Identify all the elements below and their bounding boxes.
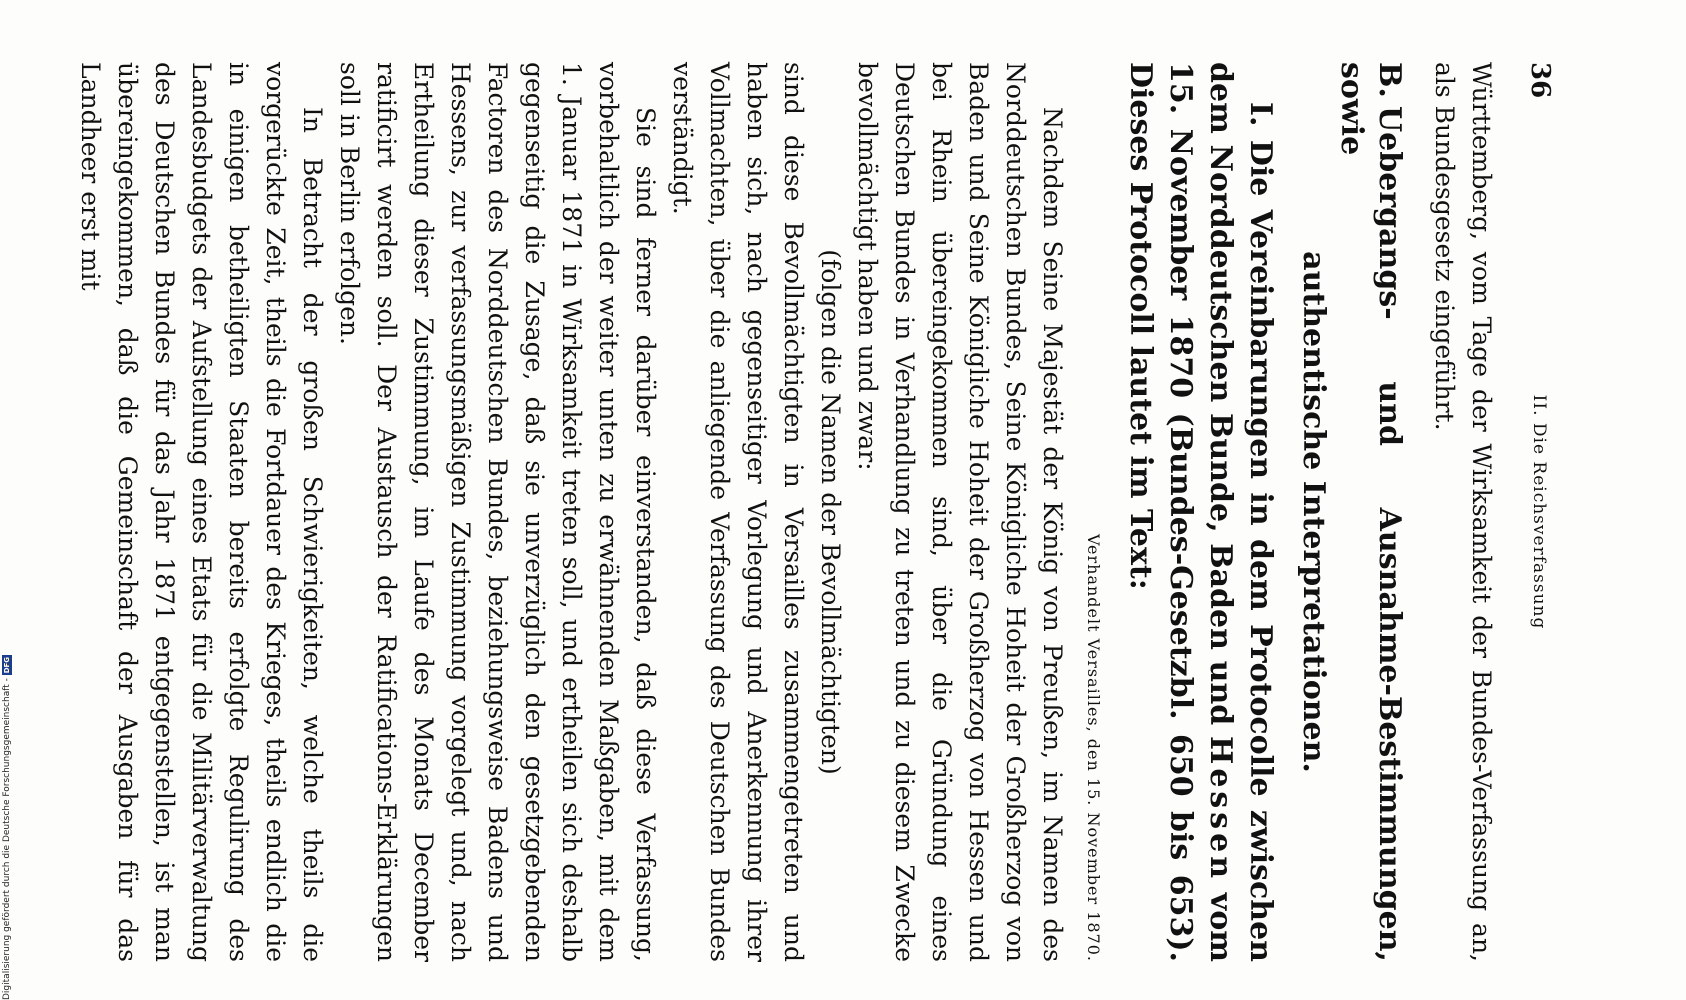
dfg-logo-icon: DFG — [3, 656, 11, 674]
paragraph-2: sind diese Bevollmächtigten in Versailles zusammengetreten und haben sich, nach gegenseitiger Vorlegung und Anerkennung ihrer Vollmachten, über die anliegende Verfassung des Deutschen Bundes verständigt. — [668, 62, 808, 962]
paragraph-3: Sie sind ferner darüber einverstanden, daß diese Verfassung, vorbehaltlich der weiter unten zu erwähnenden Maßgaben, mit dem 1. Januar 1871 in Wirksamkeit treten soll, und ertheilen sich deshalb gegenseitig die Zusage, daß sie unverzüglich den gesetzgebenden Factoren des Norddeutschen Bundes, beziehungsweise Badens und Hessens, zur verfassungsmäßigen Zustimmung vorgelegt und, nach Ertheilung dieser Zustimmung, im Laufe des Monats December ratificirt werden soll. Der Austausch der Ratifications-Erklärungen soll in Berlin erfolgen. — [335, 62, 660, 962]
rotated-page-content — [76, 62, 1555, 962]
digitization-credit — [2, 655, 12, 1000]
subsection-text-b: vom 15. November 1870 (Bundes-Gesetzbl. 650 bis 653). Dieses Protocoll lautet im Text: — [1123, 62, 1238, 962]
section-letter: B. — [1372, 62, 1407, 98]
subsection-text-spaced: Hessen — [1203, 735, 1238, 883]
section-heading-line1: Uebergangs- und Ausnahme-Bestimmungen, sowie — [1334, 62, 1407, 962]
section-heading-b — [1294, 62, 1408, 962]
paragraph-1: Nachdem Seine Majestät der König von Preußen, im Namen des Norddeutschen Bundes, Seine Königliche Hoheit der Großherzog von Baden und Seine Königliche Hoheit der Großherzog von Hessen und bei Rhein übereingekommen sind, über die Gründung eines Deutschen Bundes in Verhandlung zu treten und zu diesem Zwecke bevollmächtigt haben und zwar: — [853, 62, 1067, 962]
date-line: Verhandelt Versailles, den 15. November 1870. — [1084, 533, 1103, 962]
subsection-text-a: I. Die Vereinbarungen in dem Protocolle zwischen dem Norddeutschen Bunde, Baden und — [1203, 62, 1278, 962]
credit-text: Digitalisierung gefördert durch die Deutsche Forschungsgemeinschaft - — [2, 678, 12, 1000]
opening-paragraph: Württemberg, vom Tage der Wirksamkeit der Bundes-Verfassung an, als Bundesgesetz eingeführt. — [1430, 62, 1496, 962]
page-number: 36 — [1525, 62, 1555, 99]
section-heading-line2: authentische Interpretationen. — [1296, 251, 1331, 773]
text-block — [72, 62, 1500, 962]
paragraph-4: In Betracht der großen Schwierigkeiten, welche theils die vorgerückte Zeit, theils die Fortdauer des Krieges, theils endlich die in einigen betheiligten Staaten bereits erfolgte Regulirung des Landesbudgets der Aufstellung eines Etats für die Militärverwaltung des Deutschen Bundes für das Jahr 1871 entgegenstellen, ist man übereingekommen, daß die Gemeinschaft der Ausgaben für das Landheer erst mit — [76, 62, 327, 962]
running-head — [1515, 62, 1555, 962]
subsection-heading-1 — [1120, 62, 1280, 962]
names-note: (folgen die Namen der Bevollmächtigten) — [816, 249, 845, 775]
running-title: II. Die Reichsverfassung — [1529, 394, 1549, 630]
